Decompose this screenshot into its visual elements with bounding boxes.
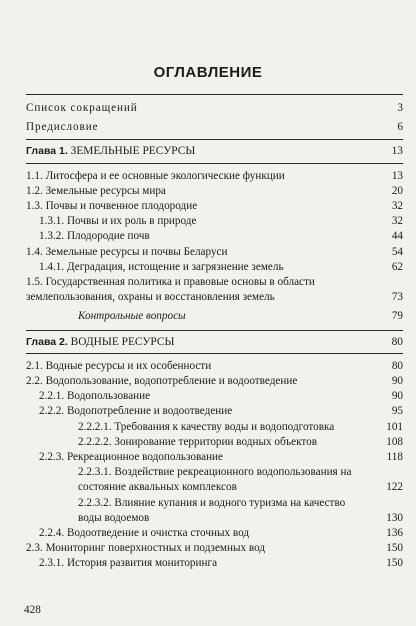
toc-entry: [26, 526, 403, 541]
chapter-label: Глава 1.: [26, 145, 68, 158]
toc-entry: [26, 465, 403, 495]
toc-entry: [26, 184, 403, 199]
entry-title: 1.3.1. Почвы и их роль в природе: [39, 215, 197, 228]
toc-entry: [26, 245, 403, 260]
entry-page: 73: [391, 291, 403, 304]
toc-entry: [26, 309, 403, 324]
entry-title: 2.2.3.1. Воздействие рекреационного водопользования на состояние аквальных комплексов: [78, 466, 352, 494]
entry-page: 80: [391, 359, 403, 372]
chapter-heading: [26, 331, 403, 354]
chapter-heading: [26, 140, 403, 163]
toc-entry: [26, 214, 403, 229]
front-matter: [26, 95, 403, 140]
chapter-label: Глава 2.: [26, 335, 68, 348]
entry-title: 1.3. Почвы и почвенное плодородие: [26, 200, 198, 213]
entry-title: 2.2.3.2. Влияние купания и водного туризма на качество воды водоемов: [78, 496, 346, 524]
entry-page: 101: [386, 420, 403, 433]
entry-title: 1.1. Литосфера и ее основные экологические функции: [26, 169, 285, 182]
entry-page: 3: [397, 102, 403, 114]
table-of-contents: [26, 94, 403, 577]
chapter-name: ЗЕМЕЛЬНЫЕ РЕСУРСЫ: [70, 145, 196, 158]
toc-entry: [26, 389, 403, 404]
entry-title: 2.2.1. Водопользование: [39, 390, 151, 403]
entry-page: 13: [391, 169, 403, 182]
entry-page: 118: [386, 451, 403, 464]
toc-entry: [26, 260, 403, 275]
entry-title: 2.1. Водные ресурсы и их особенности: [26, 359, 212, 372]
entry-title: Список сокращений: [26, 102, 138, 114]
entry-page: 32: [391, 215, 403, 228]
entry-page: 90: [391, 375, 403, 388]
entry-page: 136: [386, 527, 403, 540]
entry-page: 95: [391, 405, 403, 418]
entry-page: 150: [386, 557, 403, 570]
entry-page: 6: [397, 121, 403, 134]
entry-title: 1.3.2. Плодородие почв: [39, 230, 150, 243]
toc-entry: [26, 404, 403, 419]
entry-title: 1.4.1. Деградация, истощение и загрязнение земель: [39, 260, 284, 273]
toc-entry: [26, 556, 403, 571]
toc-entry: [26, 435, 403, 450]
entry-title: 1.2. Земельные ресурсы мира: [26, 184, 166, 197]
entry-title: 2.3. Мониторинг поверхностных и подземных вод: [26, 542, 266, 555]
toc-entry: [26, 101, 403, 116]
entry-page: 122: [386, 481, 403, 494]
toc-entry: [26, 229, 403, 244]
chapter-2-title: [26, 331, 403, 353]
chapter-2-entries: [26, 354, 403, 577]
toc-entry: [26, 374, 403, 389]
entry-page: 130: [386, 511, 403, 524]
entry-page: 44: [391, 230, 403, 243]
toc-entry: [26, 450, 403, 465]
entry-page: 79: [391, 310, 403, 323]
entry-page: 90: [391, 390, 403, 403]
entry-page: 62: [391, 260, 403, 273]
toc-entry: [26, 420, 403, 435]
toc-entry: [26, 169, 403, 184]
page-number: 428: [24, 604, 41, 616]
entry-title: Контрольные вопросы: [78, 310, 186, 323]
toc-entry: [26, 541, 403, 556]
entry-title: 2.3.1. История развития мониторинга: [39, 557, 218, 570]
entry-title: 2.2.3. Рекреационное водопользование: [39, 451, 224, 464]
chapter-name: ВОДНЫЕ РЕСУРСЫ: [70, 335, 175, 348]
entry-page: 108: [386, 435, 403, 448]
entry-title: 2.2.2. Водопотребление и водоотведение: [39, 405, 233, 418]
toc-entry: [26, 120, 403, 135]
entry-title: 2.2.4. Водоотведение и очистка сточных вод: [39, 527, 250, 540]
entry-title: 2.2. Водопользование, водопотребление и водоотведение: [26, 375, 298, 388]
entry-page: 20: [391, 184, 403, 197]
entry-title: 1.4. Земельные ресурсы и почвы Беларуси: [26, 245, 228, 258]
entry-title: 1.5. Государственная политика и правовые основы в области землепользования, охраны и восстановления земель: [26, 276, 315, 304]
entry-page: 13: [391, 145, 403, 158]
page-title: ОГЛАВЛЕНИЕ: [153, 64, 263, 81]
chapter-1-title: [26, 140, 403, 162]
entry-page: 80: [391, 335, 403, 348]
toc-entry: [26, 199, 403, 214]
entry-title: 2.2.2.1. Требования к качеству воды и водоподготовка: [78, 420, 335, 433]
entry-title: Предисловие: [26, 121, 99, 134]
entry-page: 32: [391, 200, 403, 213]
chapter-1-entries: [26, 164, 403, 331]
toc-entry: [26, 275, 403, 305]
entry-page: 150: [386, 542, 403, 555]
toc-entry: [26, 496, 403, 526]
entry-title: 2.2.2.2. Зонирование территории водных объектов: [78, 435, 318, 448]
toc-entry: [26, 359, 403, 374]
entry-page: 54: [391, 245, 403, 258]
